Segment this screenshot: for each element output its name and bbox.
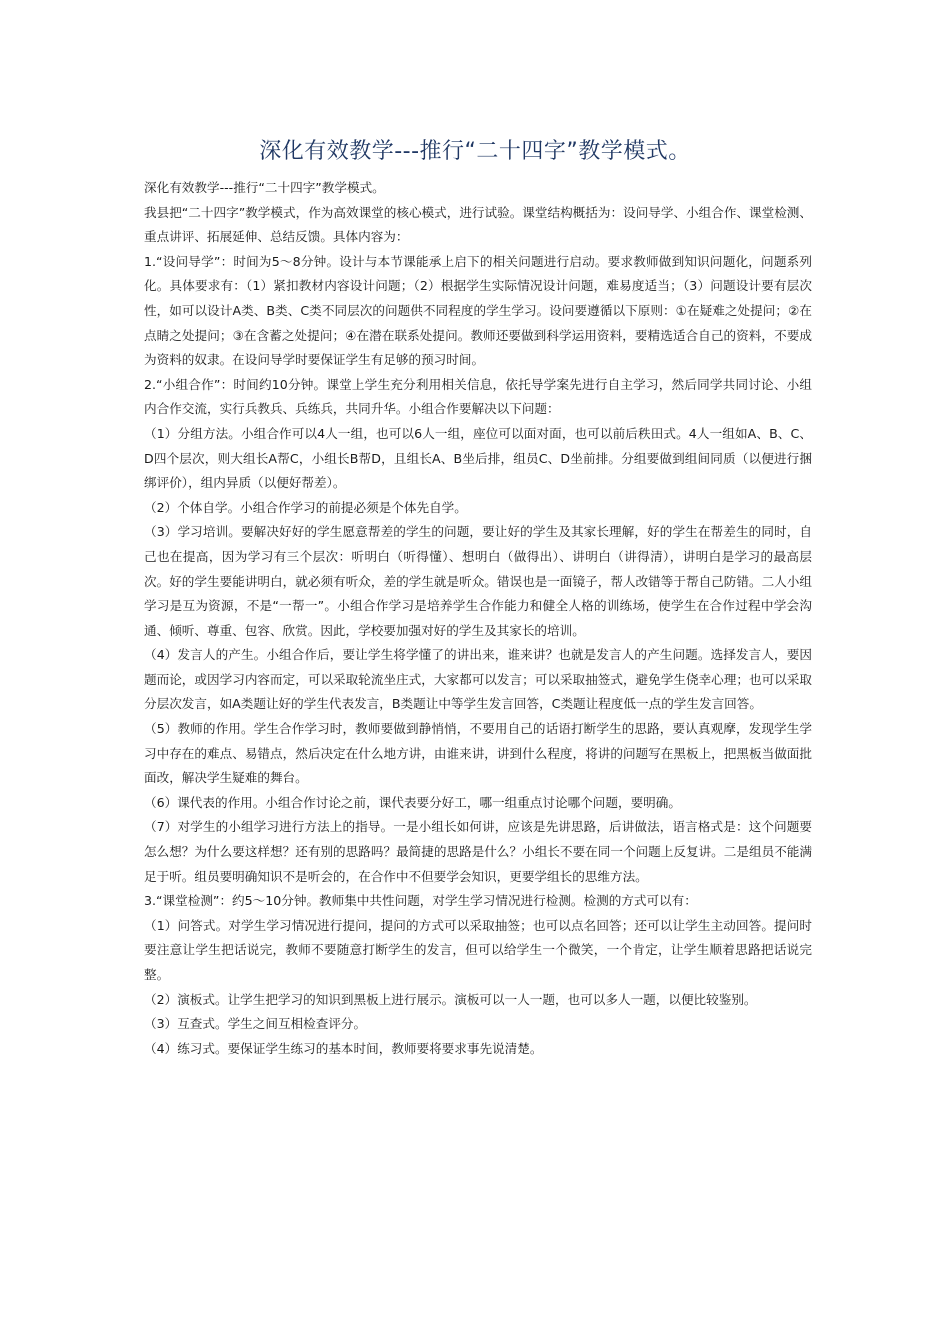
paragraph: （5）教师的作用。学生合作学习时，教师要做到静悄悄，不要用自己的话语打断学生的思路，要认真观摩，发现学生学习中存在的难点、易错点，然后决定在什么地方讲，由谁来讲，讲到什么程度，将讲的问题写在黑板上，把黑板当做面批面改，解决学生疑难的舞台。 <box>144 721 812 786</box>
paragraph: 3.“课堂检测”：约5～10分钟。教师集中共性问题，对学生学习情况进行检测。检测的方式可以有： <box>144 893 697 909</box>
paragraph: 深化有效教学---推行“二十四字”教学模式。 <box>144 180 385 195</box>
document-title: 深化有效教学---推行“二十四字”教学模式。 <box>259 139 691 164</box>
paragraph: （2）演板式。让学生把学习的知识到黑板上进行展示。演板可以一人一题，也可以多人一题，以便比较鉴别。 <box>144 991 757 1007</box>
paragraph: 2.“小组合作”：时间约10分钟。课堂上学生充分利用相关信息，依托导学案先进行自主学习，然后同学共同讨论、小组内合作交流，实行兵教兵、兵练兵，共同升华。小组合作要解决以下问题： <box>144 376 812 417</box>
paragraph: （1）问答式。对学生学习情况进行提问，提问的方式可以采取抽签；也可以点名回答；还可以让学生主动回答。提问时要注意让学生把话说完，教师不要随意打断学生的发言，但可以给学生一个微笑，一个肯定，让学生顺着思路把话说完整。 <box>144 917 812 982</box>
paragraph: （7）对学生的小组学习进行方法上的指导。一是小组长如何讲，应该是先讲思路，后讲做法，语言格式是：这个问题要怎么想？为什么要这样想？还有别的思路吗？最简捷的思路是什么？小组长不要在同一个问题上反复讲。二是组员不能满足于听。组员要明确知识不是听会的，在合作中不但要学会知识，更要学组长的思维方法。 <box>144 819 812 884</box>
paragraph: （3）学习培训。要解决好好的学生愿意帮差的学生的问题，要让好的学生及其家长理解，好的学生在帮差生的同时，自己也在提高，因为学习有三个层次：听明白（听得懂）、想明白（做得出）、讲明白（讲得清），讲明白是学习的最高层次。好的学生要能讲明白，就必须有听众，差的学生就是听众。错误也是一面镜子，帮人改错等于帮自己防错。二人小组学习是互为资源，不是“一帮一”。小组合作学习是培养学生合作能力和健全人格的训练场，使学生在合作过程中学会沟通、倾听、尊重、包容、欣赏。因此，学校要加强对好的学生及其家长的培训。 <box>144 524 812 638</box>
paragraph: （2）个体自学。小组合作学习的前提必须是个体先自学。 <box>144 499 467 515</box>
paragraph: （6）课代表的作用。小组合作讨论之前，课代表要分好工，哪一组重点讨论哪个问题，要明确。 <box>144 794 681 810</box>
paragraph: （3）互查式。学生之间互相检查评分。 <box>144 1016 367 1032</box>
document-body <box>144 176 812 1061</box>
paragraph: （1）分组方法。小组合作可以4人一组，也可以6人一组，座位可以面对面，也可以前后秩田式。4人一组如A、B、C、D四个层次，则大组长A帮C，小组长B帮D，且组长A、B坐后排，组员C、D坐前排。分组要做到组间同质（以便进行捆绑评价），组内异质（以便好帮差）。 <box>144 425 812 491</box>
paragraph: （4）练习式。要保证学生练习的基本时间，教师要将要求事先说清楚。 <box>144 1040 543 1056</box>
paragraph: 我县把“二十四字”教学模式，作为高效课堂的核心模式，进行试验。课堂结构概括为：设问导学、小组合作、课堂检测、重点讲评、拓展延伸、总结反馈。具体内容为： <box>144 204 812 245</box>
paragraph: 1.“设问导学”：时间为5～8分钟。设计与本节课能承上启下的相关问题进行启动。要求教师做到知识问题化，问题系列化。具体要求有：（1）紧扣教材内容设计问题；（2）根据学生实际情况设计问题，难易度适当；（3）问题设计要有层次性，如可以设计A类、B类、C类不同层次的问题供不同程度的学生学习。设问要遵循以下原则：①在疑难之处提问；②在点睛之处提问；③在含蓄之处提问；④在潜在联系处提问。教师还要做到科学运用资料，要精选适合自己的资料，不要成为资料的奴隶。在设问导学时要保证学生有足够的预习时间。 <box>144 253 812 368</box>
paragraph: （4）发言人的产生。小组合作后，要让学生将学懂了的讲出来，谁来讲？也就是发言人的产生问题。选择发言人，要因题而论，或因学习内容而定，可以采取轮流坐庄式，大家都可以发言；可以采取抽签式，避免学生侥幸心理；也可以采取分层次发言，如A类题让好的学生代表发言，B类题让中等学生发言回答，C类题让程度低一点的学生发言回答。 <box>144 647 812 712</box>
